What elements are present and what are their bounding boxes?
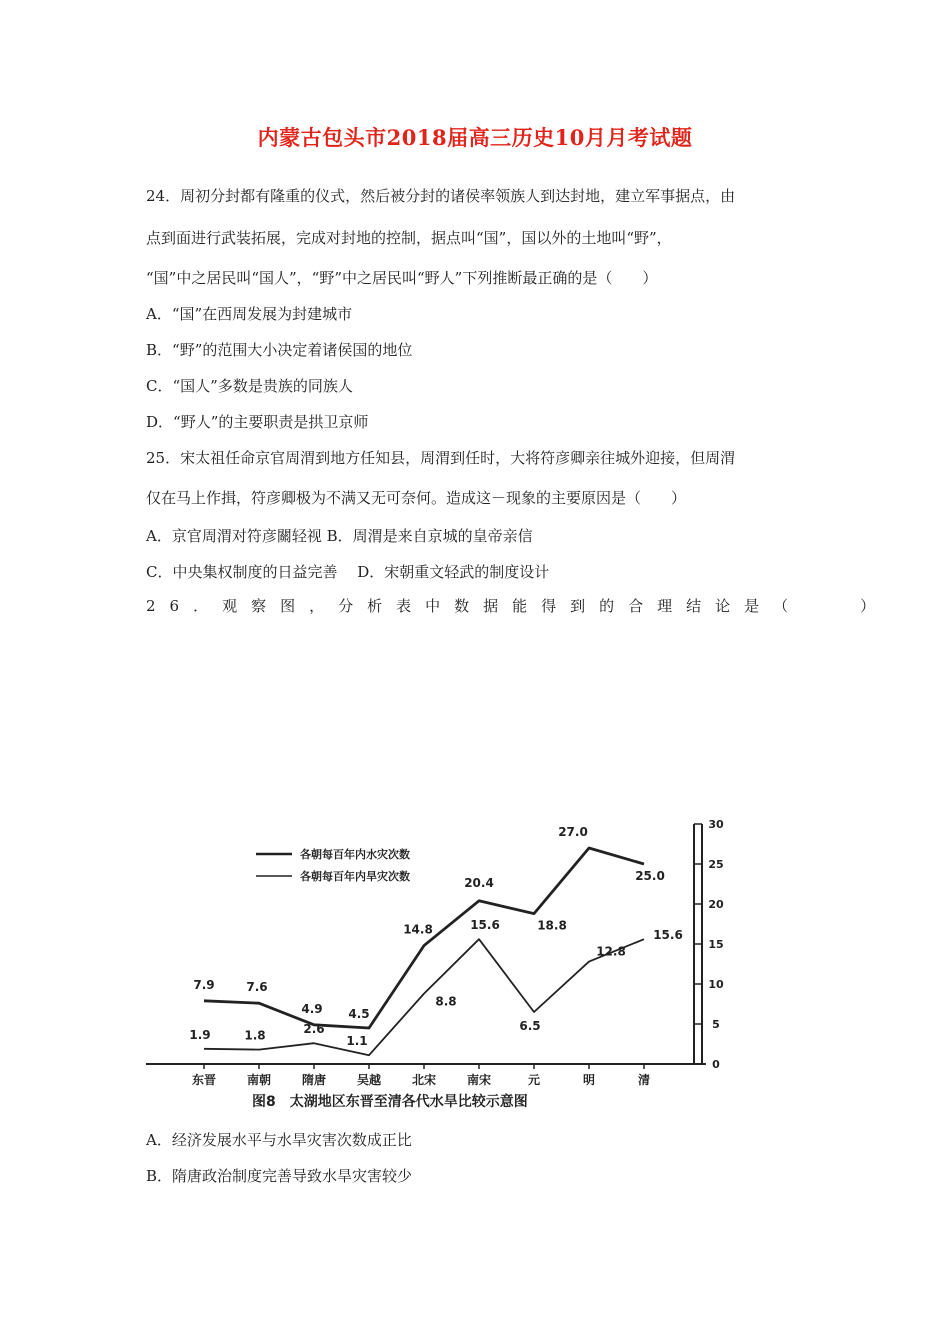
- q26-option-b: B．隋唐政治制度完善导致水旱灾害较少: [146, 1167, 413, 1185]
- chart-legend: [256, 847, 410, 883]
- x-tick-label: 明: [582, 1073, 596, 1087]
- data-label: 20.4: [464, 875, 494, 890]
- q25-options-cd: C．中央集权制度的日益完善 D．宋朝重文轻武的制度设计: [146, 563, 550, 581]
- x-tick-label: 元: [527, 1073, 541, 1087]
- data-label: 25.0: [635, 869, 665, 883]
- data-label: 27.0: [558, 825, 588, 839]
- q25-stem-line1: 25．宋太祖任命京官周渭到地方任知县，周渭到任时，大将符彦卿亲往城外迎接，但周渭: [146, 449, 736, 467]
- x-tick-label: 隋唐: [301, 1073, 327, 1087]
- q24-option-a: A．“国”在西周发展为封建城市: [146, 305, 353, 323]
- data-label: 8.8: [435, 994, 457, 1009]
- q24-stem-line2: 点到面进行武装拓展，完成对封地的控制，据点叫“国”，国以外的土地叫“野”，: [146, 229, 672, 247]
- q24-stem-line1: 24．周初分封都有隆重的仪式，然后被分封的诸侯率领族人到达封地，建立军事据点，由: [146, 187, 736, 205]
- q26-stem: 26．观察图，分析表中数据能得到的合理结论是（ ）: [146, 597, 890, 615]
- data-label: 7.6: [246, 980, 268, 995]
- data-label: 15.6: [470, 918, 500, 933]
- y-tick-label: 10: [708, 978, 724, 991]
- data-label: 4.9: [301, 1001, 323, 1016]
- x-axis: [146, 1064, 706, 1087]
- data-label: 1.1: [346, 1034, 368, 1049]
- legend-label: 各朝每百年内水灾次数: [300, 848, 410, 861]
- y-tick-label: 0: [712, 1058, 720, 1071]
- x-tick-label: 吴越: [356, 1073, 382, 1087]
- x-tick-label: 东晋: [191, 1073, 217, 1087]
- data-label: 6.5: [519, 1019, 541, 1033]
- data-label: 7.9: [193, 977, 215, 992]
- x-tick-label: 南宋: [466, 1073, 492, 1087]
- y-tick-label: 5: [712, 1018, 720, 1031]
- chart-caption: 图8 太湖地区东晋至清各代水旱比较示意图: [252, 1094, 528, 1110]
- y-tick-label: 15: [708, 938, 724, 951]
- x-tick-label: 南朝: [246, 1073, 272, 1087]
- q25-options-ab: A．京官周渭对符彦關轻视 B．周渭是来自京城的皇帝亲信: [146, 527, 533, 545]
- data-label: 12.8: [596, 944, 626, 959]
- data-label: 15.6: [653, 928, 683, 943]
- y-axis: [694, 818, 724, 1071]
- x-tick-label: 清: [637, 1073, 651, 1087]
- data-label: 1.8: [244, 1028, 266, 1043]
- x-tick-label: 北宋: [411, 1073, 437, 1087]
- legend-label: 各朝每百年内旱灾次数: [300, 870, 410, 883]
- data-label: 18.8: [537, 918, 567, 933]
- y-tick-label: 30: [708, 818, 724, 831]
- data-label: 1.9: [189, 1027, 211, 1042]
- data-label: 4.5: [348, 1007, 370, 1021]
- flood-series-line: [204, 848, 644, 1028]
- q24-option-c: C．“国人”多数是贵族的同族人: [146, 377, 353, 395]
- data-label: 14.8: [403, 922, 433, 937]
- flood-drought-chart: [140, 812, 740, 1122]
- y-tick-label: 20: [708, 898, 724, 911]
- q26-option-a: A．经济发展水平与水旱灾害次数成正比: [146, 1131, 412, 1149]
- y-tick-label: 25: [708, 858, 724, 871]
- q25-stem-line2: 仅在马上作揖，符彦卿极为不满又无可奈何。造成这－现象的主要原因是（ ）: [146, 489, 687, 507]
- page-title: 内蒙古包头市2018届高三历史10月月考试题: [257, 125, 693, 150]
- q24-option-b: B．“野”的范围大小决定着诸侯国的地位: [146, 341, 413, 359]
- q24-option-d: D．“野人”的主要职责是拱卫京师: [146, 413, 369, 431]
- chart-series: [189, 825, 682, 1055]
- q24-stem-line3: “国”中之居民叫“国人”，“野”中之居民叫“野人”下列推断最正确的是（ ）: [146, 269, 658, 287]
- drought-series-line: [204, 939, 644, 1055]
- data-label: 2.6: [303, 1022, 325, 1037]
